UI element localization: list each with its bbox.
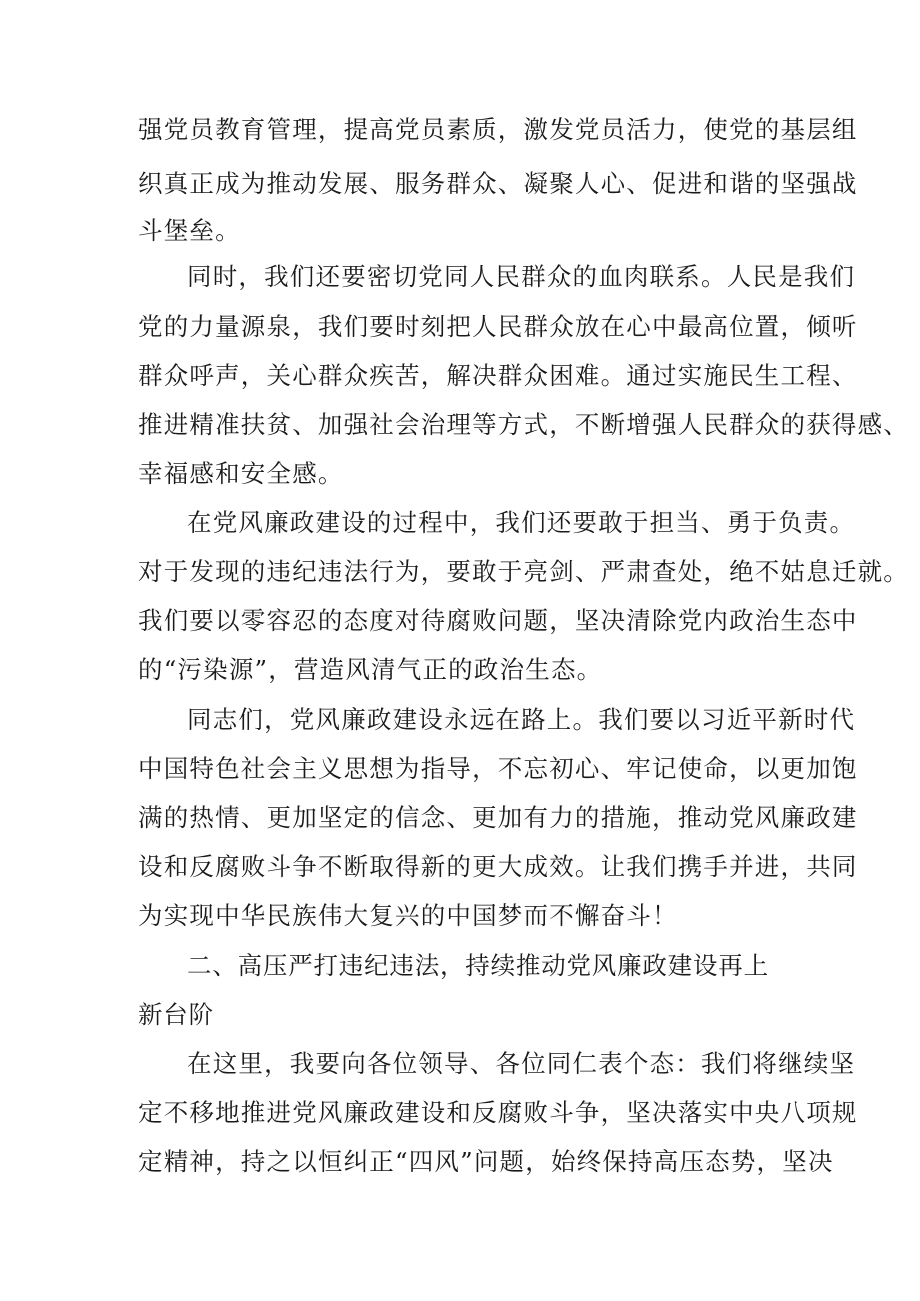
paragraph-start-line: 在党风廉政建设的过程中，我们还要敢于担当、勇于负责。 [187, 508, 856, 537]
text-line: 的“污染源”，营造风清气正的政治生态。 [138, 655, 603, 684]
text-line: 对于发现的违纪违法行为，要敢于亮剑、严肃查处，绝不姑息迁就。 [138, 557, 909, 586]
text-line: 定精神，持之以恒纠正“四风”问题，始终保持高压态势，坚决 [138, 1147, 834, 1176]
section-heading-continuation: 新台阶 [138, 1000, 214, 1029]
text-line: 织真正成为推动发展、服务群众、凝聚人心、促进和谐的坚强战 [138, 169, 858, 198]
paragraph-start-line: 在这里，我要向各位领导、各位同仁表个态：我们将继续坚 [187, 1049, 856, 1078]
text-line: 群众呼声，关心群众疾苦，解决群众困难。通过实施民生工程、 [138, 361, 858, 390]
text-line: 我们要以零容忍的态度对待腐败问题，坚决清除党内政治生态中 [138, 606, 858, 635]
text-line: 强党员教育管理，提高党员素质，激发党员活力，使党的基层组 [138, 115, 858, 144]
text-line: 党的力量源泉，我们要时刻把人民群众放在心中最高位置，倾听 [138, 312, 858, 341]
section-heading: 二、高压严打违纪违法，持续推动党风廉政建设再上 [187, 951, 769, 980]
text-line: 斗堡垒。 [138, 216, 241, 245]
text-line: 设和反腐败斗争不断取得新的更大成效。让我们携手并进，共同 [138, 852, 858, 881]
paragraph-start-line: 同时，我们还要密切党同人民群众的血肉联系。人民是我们 [187, 262, 856, 291]
text-line: 为实现中华民族伟大复兴的中国梦而不懈奋斗！ [138, 901, 678, 930]
text-line: 幸福感和安全感。 [138, 459, 344, 488]
text-line: 定不移地推进党风廉政建设和反腐败斗争，坚决落实中央八项规 [138, 1098, 858, 1127]
paragraph-start-line: 同志们，党风廉政建设永远在路上。我们要以习近平新时代 [187, 705, 856, 734]
text-line: 中国特色社会主义思想为指导，不忘初心、牢记使命，以更加饱 [138, 754, 858, 783]
text-line: 推进精准扶贫、加强社会治理等方式，不断增强人民群众的获得感、 [138, 410, 909, 439]
text-line: 满的热情、更加坚定的信念、更加有力的措施，推动党风廉政建 [138, 803, 858, 832]
